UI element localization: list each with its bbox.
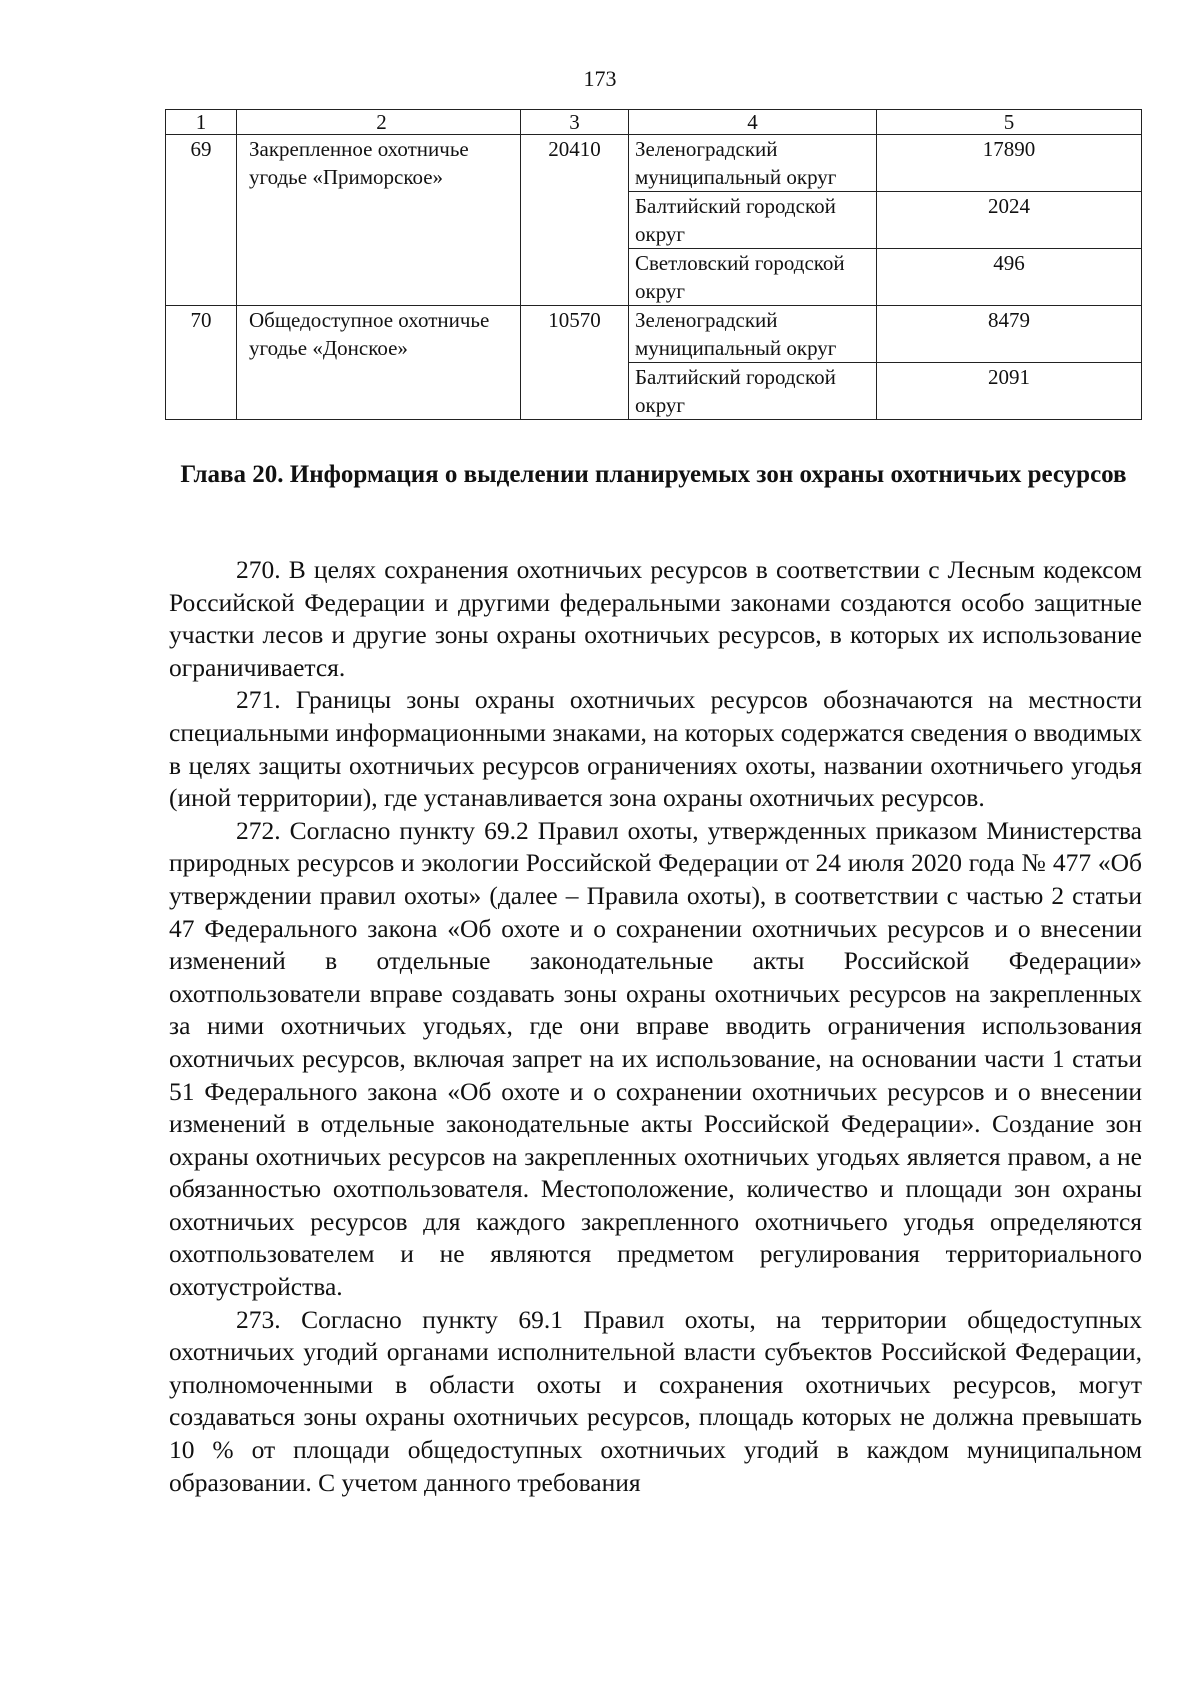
paragraph-271: 271. Границы зоны охраны охотничьих ресурсов обозначаются на местности специальными информационными знаками, на которых содержатся сведения о вводимых в целях защиты охотничьих ресурсов ограничениях охоты, названии охотничьего угодья (иной территории), где устанавливается зона охраны охотничьих ресурсов. (169, 685, 1142, 813)
ground-area: 20410 (521, 135, 629, 306)
column-header-4: 4 (629, 110, 877, 135)
ground-area: 10570 (521, 306, 629, 420)
ground-name: Общедоступное охотничье угодье «Донское» (237, 306, 521, 420)
body-text (169, 554, 1142, 1499)
district-area: 2091 (877, 363, 1142, 420)
page-number: 173 (583, 66, 617, 91)
column-header-5: 5 (877, 110, 1142, 135)
column-header-2: 2 (237, 110, 521, 135)
paragraph-270: 270. В целях сохранения охотничьих ресурсов в соответствии с Лесным кодексом Российской Федерации и другими федеральными законами создаются особо защитные участки лесов и другие зоны охраны охотничьих ресурсов, в которых их использование ограничивается. (169, 555, 1142, 682)
ground-name: Закрепленное охотничье угодье «Приморское» (237, 135, 521, 306)
district-name: Светловский городской округ (629, 249, 877, 306)
district-area: 17890 (877, 135, 1142, 192)
table-row (166, 306, 1142, 363)
row-number: 70 (166, 306, 237, 420)
column-header-1: 1 (166, 110, 237, 135)
district-area: 8479 (877, 306, 1142, 363)
table-row (166, 135, 1142, 192)
paragraph-272: 272. Согласно пункту 69.2 Правил охоты, утвержденных приказом Министерства природных ресурсов и экологии Российской Федерации от 24 июля 2020 года № 477 «Об утверждении правил охоты» (далее – Правила охоты), в соответствии с частью 2 статьи 47 Федерального закона «Об охоте и о сохранении охотничьих ресурсов и о внесении изменений в отдельные законодательные акты Российской Федерации» охотпользователи вправе создавать зоны охраны охотничьих ресурсов на закрепленных за ними охотничьих угодьях, где они вправе вводить ограничения использования охотничьих ресурсов, включая запрет на их использование, на основании части 1 статьи 51 Федерального закона «Об охоте и о сохранении охотничьих ресурсов и о внесении изменений в отдельные законодательные акты Российской Федерации». Создание зон охраны охотничьих ресурсов на закрепленных охотничьих угодьях является правом, а не обязанностью охотпользователя. Местоположение, количество и площади зон охраны охотничьих ресурсов для каждого закрепленного охотничьего угодья определяются охотпользователем и не являются предметом регулирования территориального охотустройства. (169, 815, 1142, 1302)
district-name: Балтийский городской округ (629, 363, 877, 420)
row-number: 69 (166, 135, 237, 306)
column-header-3: 3 (521, 110, 629, 135)
district-name: Балтийский городской округ (629, 192, 877, 249)
district-area: 496 (877, 249, 1142, 306)
chapter-heading: Глава 20. Информация о выделении планируемых зон охраны охотничьих ресурсов (180, 461, 1127, 488)
paragraph-273: 273. Согласно пункту 69.1 Правил охоты, на территории общедоступных охотничьих угодий органами исполнительной власти субъектов Российской Федерации, уполномоченными в области охоты и сохранения охотничьих ресурсов, могут создаваться зоны охраны охотничьих ресурсов, площадь которых не должна превышать 10 % от площади общедоступных охотничьих угодий в каждом муниципальном образовании. С учетом данного требования (169, 1304, 1142, 1497)
hunting-grounds-table (165, 109, 1142, 420)
district-name: Зеленоградский муниципальный округ (629, 306, 877, 363)
district-name: Зеленоградский муниципальный округ (629, 135, 877, 192)
district-area: 2024 (877, 192, 1142, 249)
table-header-row (166, 110, 1142, 135)
